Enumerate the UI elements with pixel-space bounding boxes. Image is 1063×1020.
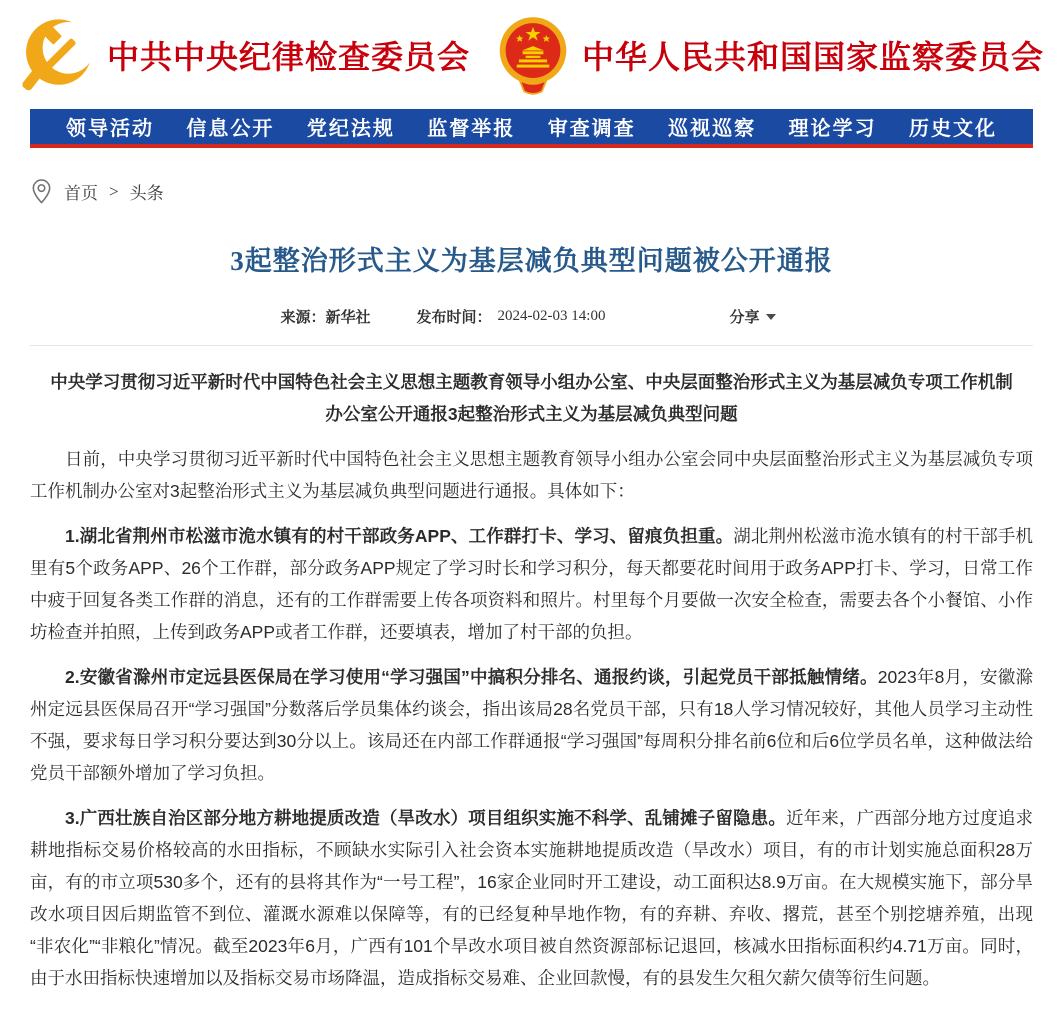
article-item-3 bbox=[30, 802, 1033, 994]
source-label: 来源： bbox=[280, 310, 326, 326]
ccdi-site-link[interactable] bbox=[19, 17, 470, 93]
publish-time-label: 发布时间： bbox=[416, 310, 492, 326]
share-label: 分享 bbox=[729, 310, 760, 326]
article-body bbox=[0, 346, 1063, 1020]
nav-item-leadership-activities[interactable]: 领导活动 bbox=[66, 118, 154, 140]
nav-item-supervision-reporting[interactable]: 监督举报 bbox=[427, 118, 516, 140]
nav-item-inspection-patrol[interactable]: 巡视巡察 bbox=[668, 118, 757, 140]
nav-item-theory-study[interactable]: 理论学习 bbox=[788, 118, 877, 140]
article-item-3-text: 近年来，广西部分地方过度追求耕地指标交易价格较高的水田指标，不顾缺水实际引入社会资本实施耕地提质改造（旱改水）项目，有的市计划实施总面积28万亩，有的市立项530多个，还有的县将其作为“一号工程”，16家企业同时开工建设，动工面积达8.9万亩。在大规模实施下，部分旱改水项目因后期监管不到位、灌溉水源难以保障等，有的已经复种旱地作物，有的弃耕、弃收、撂荒，甚至个别挖塘养殖，出现“非农化”“非粮化”情况。截至2023年6月，广西有101个旱改水项目被自然资源部标记退回，核减水田指标面积约4.71万亩。同时，由于水田指标快速增加以及指标交易市场降温，造成指标交易难、企业回款慢，有的县发生欠租欠薪欠债等衍生问题。 bbox=[30, 808, 1034, 989]
breadcrumb-separator: > bbox=[109, 181, 119, 201]
source-value: 新华社 bbox=[325, 310, 371, 326]
nav-item-party-discipline-regulations[interactable]: 党纪法规 bbox=[306, 118, 395, 140]
national-emblem-icon bbox=[496, 15, 570, 95]
party-emblem-icon bbox=[19, 17, 95, 93]
share-button[interactable] bbox=[723, 305, 782, 328]
site-header bbox=[0, 0, 1063, 109]
location-pin-icon bbox=[30, 178, 53, 205]
article-item-2-heading: 2.安徽省滁州市定远县医保局在学习使用“学习强国”中搞积分排名、通报约谈，引起党员干部抵触情绪。 bbox=[65, 667, 878, 688]
article-item-1 bbox=[30, 520, 1033, 648]
article-lead-paragraph: 中央学习贯彻习近平新时代中国特色社会主义思想主题教育领导小组办公室、中央层面整治形式主义为基层减负专项工作机制办公室公开通报3起整治形式主义为基层减负典型问题 bbox=[50, 372, 1013, 425]
breadcrumb-home-link[interactable]: 首页 bbox=[64, 184, 98, 203]
article-item-1-heading: 1.湖北省荆州市松滋市洈水镇有的村干部政务APP、工作群打卡、学习、留痕负担重。 bbox=[65, 526, 734, 547]
article-item-3-heading: 3.广西壮族自治区部分地方耕地提质改造（旱改水）项目组织实施不科学、乱铺摊子留隐患。 bbox=[65, 808, 786, 829]
nav-item-history-culture[interactable]: 历史文化 bbox=[908, 118, 997, 140]
article-item-2 bbox=[30, 661, 1033, 789]
publish-time-value: 2024-02-03 14:00 bbox=[497, 308, 606, 324]
ccdi-site-title: 中共中央纪律检查委员会 bbox=[106, 39, 470, 75]
article-item-2-text: 2023年8月，安徽滁州定远县医保局召开“学习强国”分数落后学员集体约谈会，指出该局28名党员干部，只有18人学习情况较好，其他人员学习主动性不强，要求每日学习积分要达到30分以上。该局还在内部工作群通报“学习强国”每周积分排名前6位和后6位学员名单，这种做法给党员干部额外增加了学习负担。 bbox=[30, 667, 1033, 784]
article-meta bbox=[0, 305, 1063, 328]
article-item-1-text: 湖北荆州松滋市洈水镇有的村干部手机里有5个政务APP、26个工作群，部分政务APP规定了学习时长和学习积分，每天都要花时间用于政务APP打卡、学习，日常工作中疲于回复各类工作群的消息，还有的工作群需要上传各项资料和照片。村里每个月要做一次安全检查，需要去各个小餐馆、小作坊检查并拍照，上传到政务APP或者工作群，还要填表，增加了村干部的负担。 bbox=[30, 526, 1034, 643]
article-intro-paragraph: 日前，中央学习贯彻习近平新时代中国特色社会主义思想主题教育领导小组办公室会同中央层面整治形式主义为基层减负专项工作机制办公室对3起整治形式主义为基层减负典型问题进行通报。具体如下： bbox=[30, 449, 1033, 502]
nav-item-review-investigation[interactable]: 审查调查 bbox=[547, 118, 636, 140]
chevron-down-icon bbox=[766, 314, 776, 320]
main-nav bbox=[30, 109, 1033, 148]
article-title: 3起整治形式主义为基层减负典型问题被公开通报 bbox=[230, 246, 833, 276]
nsc-site-title: 中华人民共和国国家监察委员会 bbox=[582, 39, 1045, 75]
nsc-site-link[interactable] bbox=[496, 15, 1044, 95]
nav-item-information-disclosure[interactable]: 信息公开 bbox=[186, 118, 275, 140]
breadcrumb bbox=[30, 178, 1033, 205]
breadcrumb-current-link[interactable]: 头条 bbox=[129, 184, 164, 203]
